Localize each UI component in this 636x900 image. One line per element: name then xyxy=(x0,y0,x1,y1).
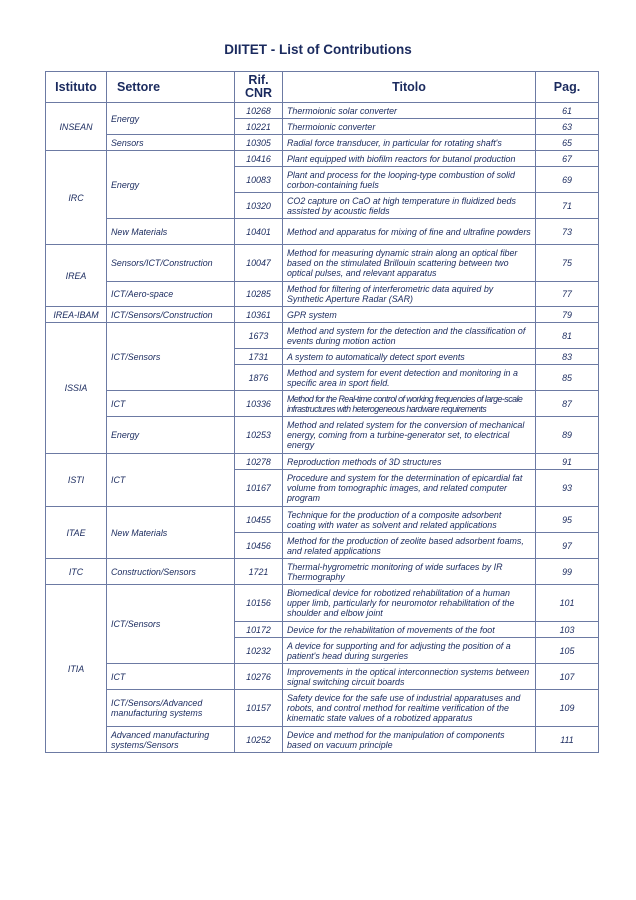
rif-cell: 10285 xyxy=(235,282,283,307)
titolo-cell: Method and system for the detection and the classification of events during motion action xyxy=(283,323,536,349)
titolo-cell: Method and apparatus for mixing of fine and ultrafine powders xyxy=(283,219,536,245)
pag-cell: 75 xyxy=(536,245,599,282)
settore-cell: ICT/Aero-space xyxy=(107,282,235,307)
titolo-cell: Technique for the production of a composite adsorbent coating with water as solvent and related applications xyxy=(283,507,536,533)
titolo-cell: Thermal-hygrometric monitoring of wide surfaces by IR Thermography xyxy=(283,559,536,585)
table-row xyxy=(46,507,599,533)
settore-cell: New Materials xyxy=(107,219,235,245)
istituto-cell: IRC xyxy=(46,151,107,245)
settore-cell: Sensors/ICT/Construction xyxy=(107,245,235,282)
table-row xyxy=(46,559,599,585)
titolo-cell: Device for the rehabilitation of movements of the foot xyxy=(283,622,536,638)
table-row xyxy=(46,307,599,323)
rif-cell: 10416 xyxy=(235,151,283,167)
rif-cell: 10336 xyxy=(235,391,283,417)
table-row xyxy=(46,417,599,454)
pag-cell: 101 xyxy=(536,585,599,622)
table-row xyxy=(46,103,599,119)
pag-cell: 85 xyxy=(536,365,599,391)
pag-cell: 103 xyxy=(536,622,599,638)
settore-cell: Energy xyxy=(107,417,235,454)
rif-cell: 10401 xyxy=(235,219,283,245)
table-row xyxy=(46,219,599,245)
header-istituto: Istituto xyxy=(46,72,107,103)
titolo-cell: Method for filtering of interferometric data aquired by Synthetic Aperture Radar (SAR) xyxy=(283,282,536,307)
rif-cell: 10320 xyxy=(235,193,283,219)
istituto-cell: ISTI xyxy=(46,454,107,507)
pag-cell: 71 xyxy=(536,193,599,219)
titolo-cell: Method for the production of zeolite based adsorbent foams, and related applications xyxy=(283,533,536,559)
pag-cell: 67 xyxy=(536,151,599,167)
titolo-cell: Procedure and system for the determination of epicardial fat volume from tomographic images, and related computer program xyxy=(283,470,536,507)
contributions-table xyxy=(45,71,599,753)
titolo-cell: GPR system xyxy=(283,307,536,323)
titolo-cell: Device and method for the manipulation of components based on vacuum principle xyxy=(283,727,536,753)
settore-cell: New Materials xyxy=(107,507,235,559)
settore-cell: ICT/Sensors/Advanced manufacturing systems xyxy=(107,690,235,727)
rif-cell: 10456 xyxy=(235,533,283,559)
header-settore: Settore xyxy=(107,72,235,103)
rif-cell: 1673 xyxy=(235,323,283,349)
pag-cell: 79 xyxy=(536,307,599,323)
rif-cell: 10305 xyxy=(235,135,283,151)
rif-cell: 10361 xyxy=(235,307,283,323)
rif-cell: 10455 xyxy=(235,507,283,533)
rif-cell: 10253 xyxy=(235,417,283,454)
rif-cell: 10157 xyxy=(235,690,283,727)
settore-cell: Construction/Sensors xyxy=(107,559,235,585)
rif-cell: 10221 xyxy=(235,119,283,135)
settore-cell: Energy xyxy=(107,103,235,135)
pag-cell: 77 xyxy=(536,282,599,307)
rif-cell: 10156 xyxy=(235,585,283,622)
pag-cell: 111 xyxy=(536,727,599,753)
header-rif-cnr: Rif. CNR xyxy=(235,72,283,103)
rif-cell: 10232 xyxy=(235,638,283,664)
settore-cell: ICT/Sensors xyxy=(107,585,235,664)
settore-cell: ICT xyxy=(107,454,235,507)
table-row xyxy=(46,664,599,690)
istituto-cell: ISSIA xyxy=(46,323,107,454)
table-row xyxy=(46,585,599,622)
titolo-cell: Method and system for event detection and monitoring in a specific area in sport field. xyxy=(283,365,536,391)
titolo-cell: Thermoionic converter xyxy=(283,119,536,135)
titolo-cell: Improvements in the optical interconnection systems between signal switching circuit boards xyxy=(283,664,536,690)
pag-cell: 87 xyxy=(536,391,599,417)
pag-cell: 97 xyxy=(536,533,599,559)
pag-cell: 91 xyxy=(536,454,599,470)
titolo-cell: Plant equipped with biofilm reactors for butanol production xyxy=(283,151,536,167)
table-row xyxy=(46,151,599,167)
pag-cell: 73 xyxy=(536,219,599,245)
rif-cell: 1876 xyxy=(235,365,283,391)
pag-cell: 69 xyxy=(536,167,599,193)
table-row xyxy=(46,282,599,307)
titolo-cell: Method and related system for the conversion of mechanical energy, coming from a turbine-generator set, to electrical energy xyxy=(283,417,536,454)
rif-cell: 10278 xyxy=(235,454,283,470)
pag-cell: 95 xyxy=(536,507,599,533)
rif-cell: 10167 xyxy=(235,470,283,507)
istituto-cell: IREA-IBAM xyxy=(46,307,107,323)
titolo-cell: Biomedical device for robotized rehabilitation of a human upper limb, particularly for neuromotor rehabilitation of the shoulder and elbow joint xyxy=(283,585,536,622)
document-title: DIITET - List of Contributions xyxy=(224,42,412,57)
titolo-cell: Radial force transducer, in particular for rotating shaft's xyxy=(283,135,536,151)
pag-cell: 99 xyxy=(536,559,599,585)
pag-cell: 93 xyxy=(536,470,599,507)
pag-cell: 61 xyxy=(536,103,599,119)
settore-cell: ICT/Sensors/Construction xyxy=(107,307,235,323)
titolo-cell: Reproduction methods of 3D structures xyxy=(283,454,536,470)
titolo-cell: A system to automatically detect sport events xyxy=(283,349,536,365)
rif-cell: 10047 xyxy=(235,245,283,282)
settore-cell: Advanced manufacturing systems/Sensors xyxy=(107,727,235,753)
table-row xyxy=(46,245,599,282)
rif-cell: 1731 xyxy=(235,349,283,365)
pag-cell: 65 xyxy=(536,135,599,151)
pag-cell: 63 xyxy=(536,119,599,135)
rif-cell: 10268 xyxy=(235,103,283,119)
rif-cell: 10252 xyxy=(235,727,283,753)
table-row xyxy=(46,391,599,417)
titolo-cell: Method for measuring dynamic strain along an optical fiber based on the stimulated Brillouin scattering between two optical pulses, and relevant apparatus xyxy=(283,245,536,282)
pag-cell: 107 xyxy=(536,664,599,690)
titolo-cell: A device for supporting and for adjusting the position of a patient's head during surgeries xyxy=(283,638,536,664)
rif-cell: 10172 xyxy=(235,622,283,638)
istituto-cell: ITIA xyxy=(46,585,107,753)
table-row xyxy=(46,135,599,151)
istituto-cell: ITC xyxy=(46,559,107,585)
titolo-cell: CO2 capture on CaO at high temperature in fluidized beds assisted by acoustic fields xyxy=(283,193,536,219)
istituto-cell: IREA xyxy=(46,245,107,307)
rif-cell: 10276 xyxy=(235,664,283,690)
titolo-cell: Method for the Real-time control of working frequencies of large-scale infrastructures with heterogeneous hardware requirements xyxy=(283,391,536,417)
rif-cell: 10083 xyxy=(235,167,283,193)
pag-cell: 83 xyxy=(536,349,599,365)
header-titolo: Titolo xyxy=(283,72,536,103)
pag-cell: 109 xyxy=(536,690,599,727)
pag-cell: 81 xyxy=(536,323,599,349)
pag-cell: 89 xyxy=(536,417,599,454)
settore-cell: ICT xyxy=(107,664,235,690)
istituto-cell: ITAE xyxy=(46,507,107,559)
table-row xyxy=(46,323,599,349)
istituto-cell: INSEAN xyxy=(46,103,107,151)
pag-cell: 105 xyxy=(536,638,599,664)
table-header-row xyxy=(46,72,599,103)
settore-cell: Sensors xyxy=(107,135,235,151)
titolo-cell: Plant and process for the looping-type combustion of solid corbon-containing fuels xyxy=(283,167,536,193)
titolo-cell: Thermoionic solar converter xyxy=(283,103,536,119)
titolo-cell: Safety device for the safe use of industrial apparatuses and robots, and control method for realtime verification of the kinematic state values of a robotized apparatus xyxy=(283,690,536,727)
rif-cell: 1721 xyxy=(235,559,283,585)
table-row xyxy=(46,454,599,470)
settore-cell: ICT/Sensors xyxy=(107,323,235,391)
table-row xyxy=(46,727,599,753)
settore-cell: Energy xyxy=(107,151,235,219)
settore-cell: ICT xyxy=(107,391,235,417)
table-row xyxy=(46,690,599,727)
header-pag: Pag. xyxy=(536,72,599,103)
